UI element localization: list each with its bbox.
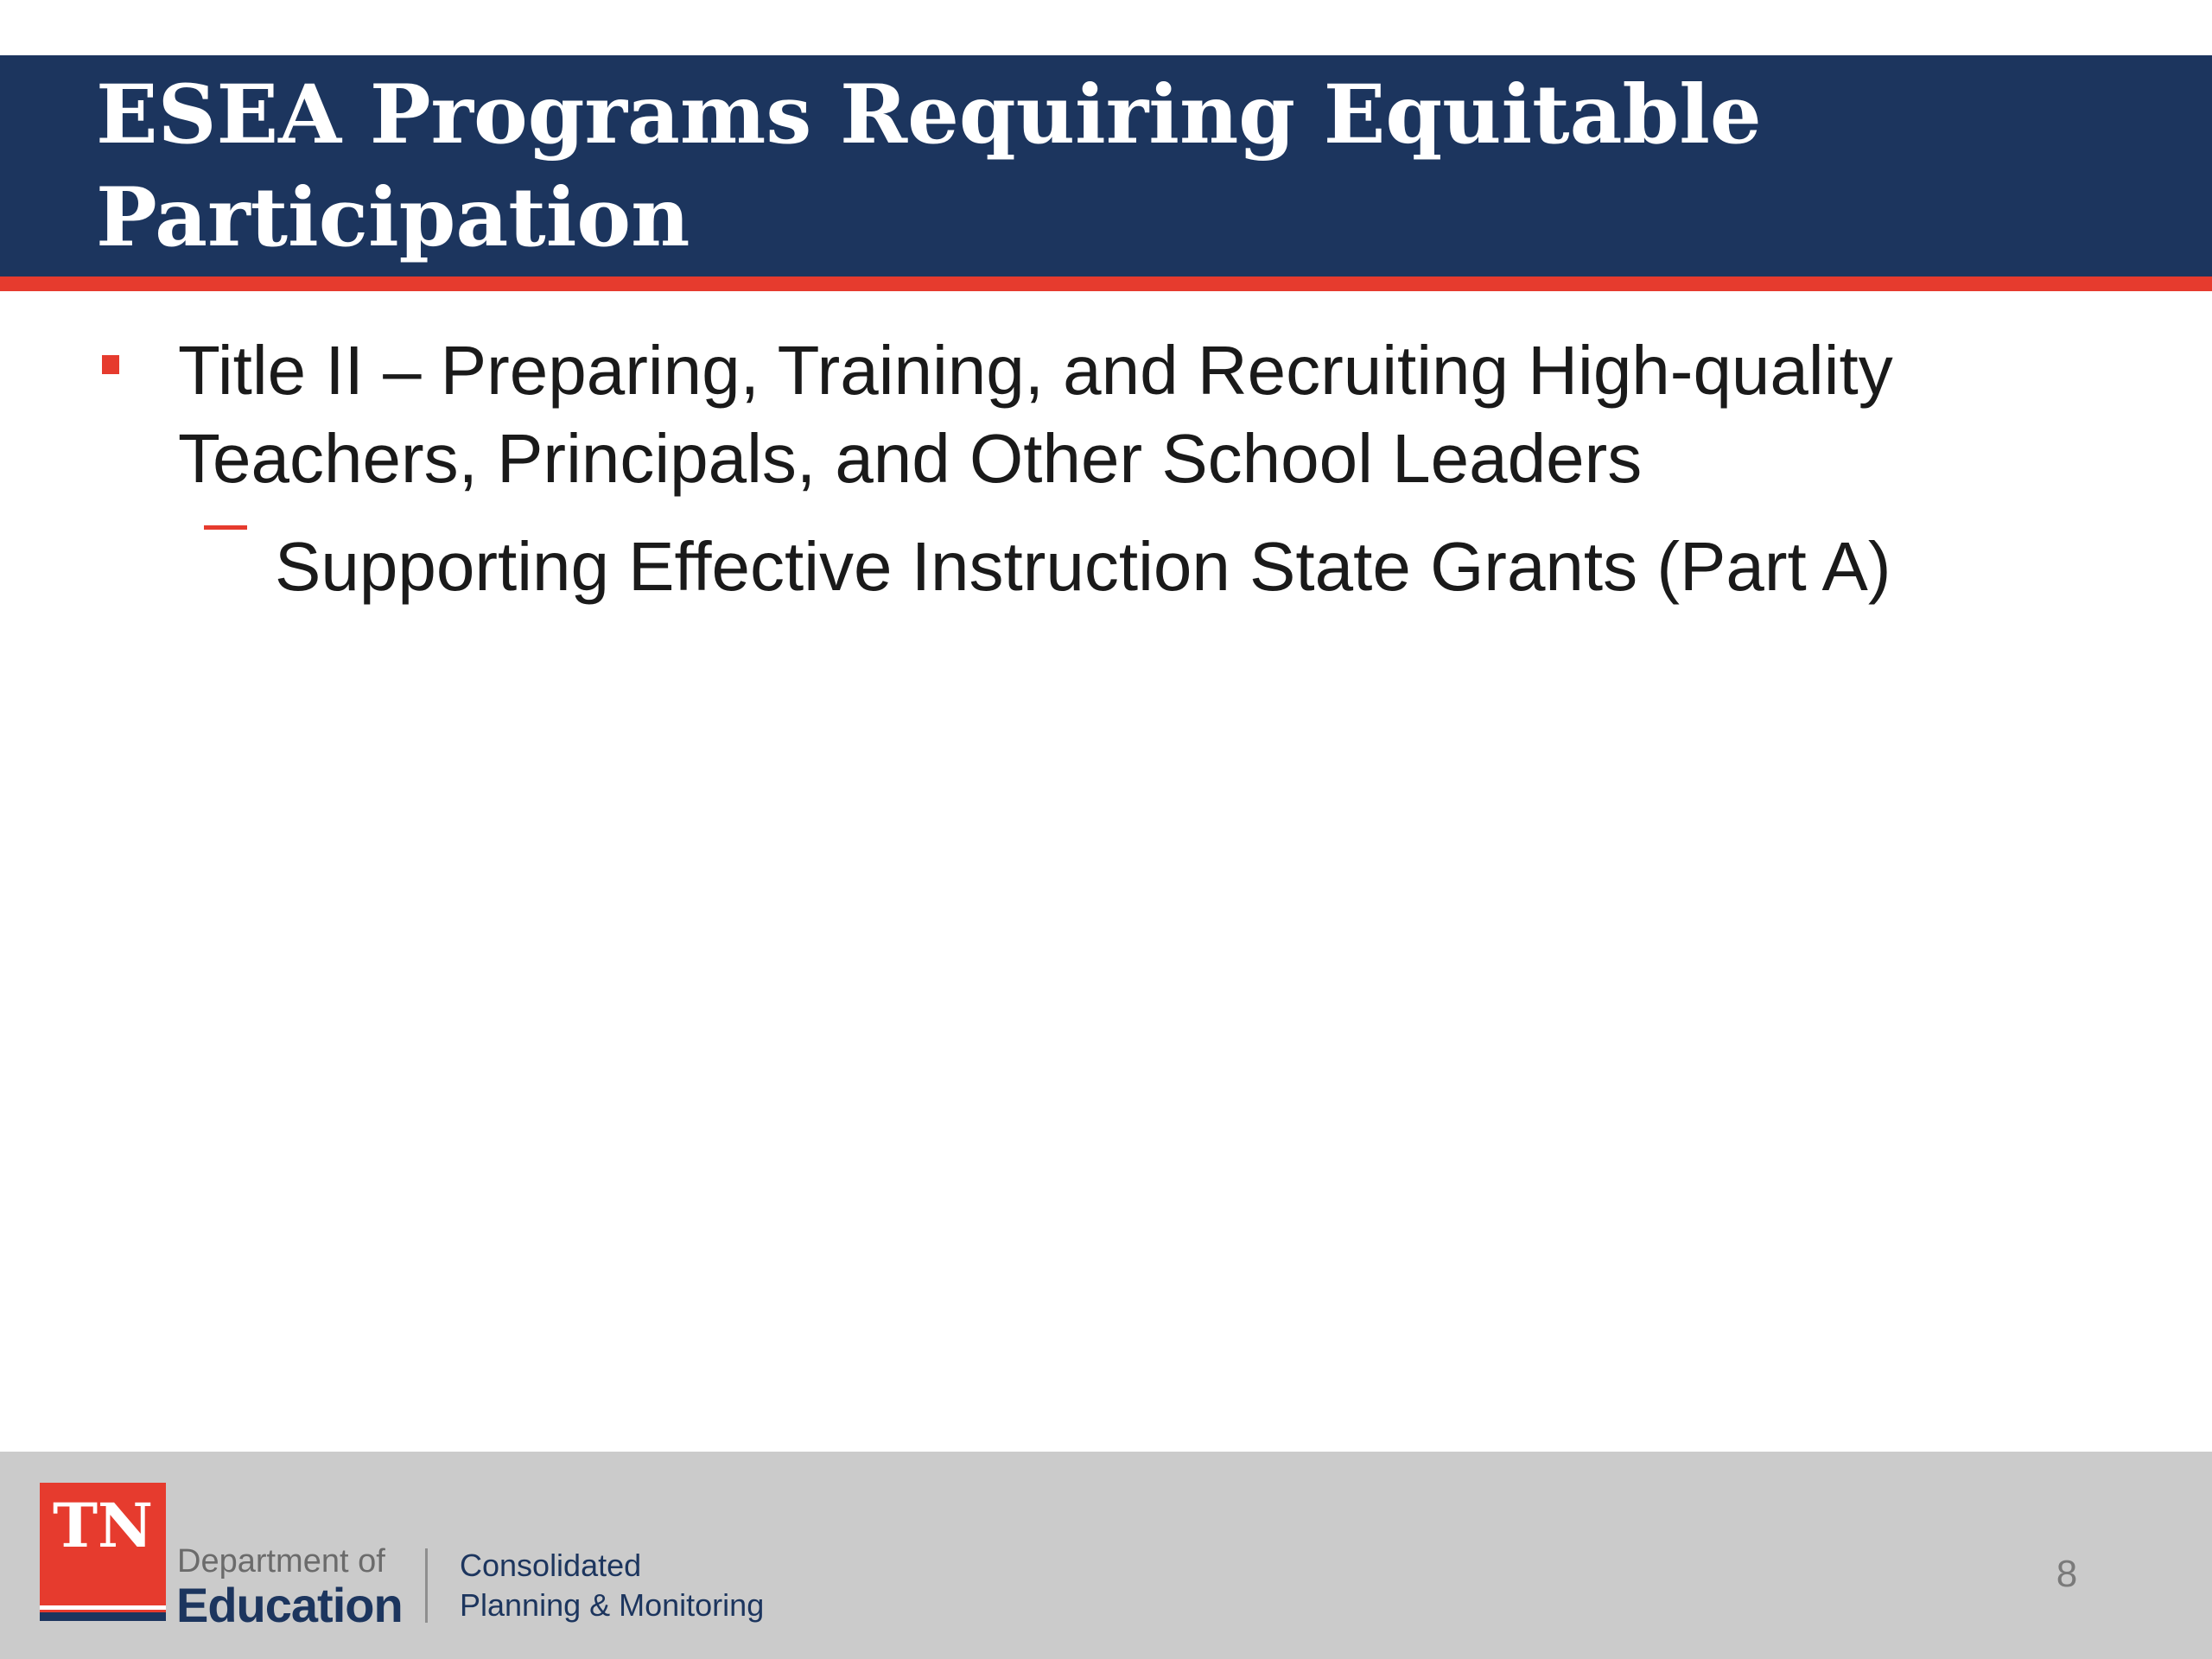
tn-logo bbox=[40, 1483, 166, 1621]
education-label: Education bbox=[176, 1578, 403, 1632]
tn-logo-stripe bbox=[40, 1605, 166, 1610]
division-line-2: Planning & Monitoring bbox=[460, 1587, 765, 1623]
page-number: 8 bbox=[2056, 1553, 2078, 1595]
square-bullet-icon bbox=[102, 355, 119, 374]
slide-title: ESEA Programs Requiring Equitable Participation bbox=[96, 67, 1762, 265]
title-accent-rule bbox=[0, 276, 2212, 291]
tn-logo-text: TN bbox=[52, 1490, 154, 1561]
dash-bullet-icon bbox=[204, 525, 247, 530]
sub-bullet-item-part-a: Supporting Effective Instruction State Grants (Part A) bbox=[275, 528, 1891, 605]
footer-divider bbox=[425, 1548, 428, 1623]
tn-logo-stripe-blue bbox=[40, 1612, 166, 1621]
department-of-label: Department of bbox=[177, 1543, 385, 1580]
bullet-item-title-ii: Title II – Preparing, Training, and Recruiting High-quality Teachers, Principals, and Other School Leaders bbox=[178, 332, 1893, 497]
division-line-1: Consolidated bbox=[460, 1548, 642, 1583]
